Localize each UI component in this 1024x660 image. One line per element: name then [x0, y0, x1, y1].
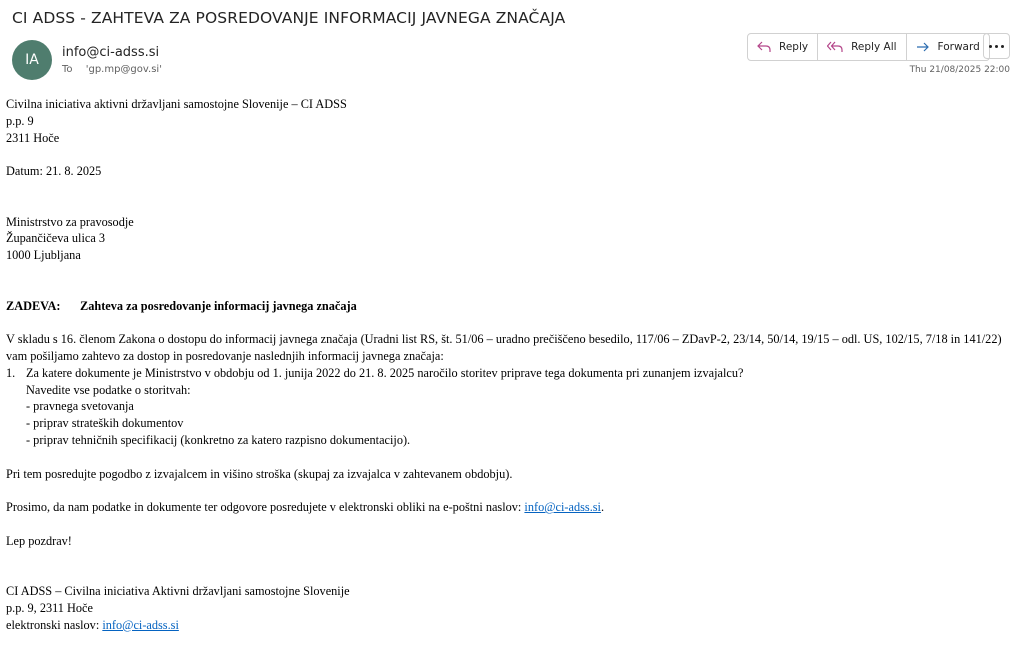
message-body	[6, 96, 1018, 634]
letter-date: Datum: 21. 8. 2025	[6, 164, 102, 179]
recipient-address[interactable]: 'gp.mp@gov.si'	[85, 64, 162, 75]
delivery-paragraph	[6, 499, 1018, 516]
list-question: Za katere dokumente je Ministrstvo v obdobju od 1. junija 2022 do 21. 8. 2025 naročilo storitev priprave tega dokumenta pri zunanjem izvajalcu?	[26, 365, 744, 380]
forward-label: Forward	[937, 41, 980, 53]
sub-item: - pravnega svetovanja	[26, 399, 134, 414]
to-label: To	[62, 64, 73, 75]
recipient-address-line: Ministrstvo za pravosodje	[6, 214, 134, 229]
reply-all-icon	[827, 41, 843, 53]
reply-button[interactable]	[748, 34, 818, 60]
contract-note: Pri tem posredujte pogodbo z izvajalcem in višino stroška (skupaj za izvajalca v zahtevanem obdobju).	[6, 466, 513, 481]
sender-line: p.p. 9	[6, 113, 34, 128]
more-dot-icon	[1001, 45, 1004, 48]
signature-email-link[interactable]: info@ci-adss.si	[102, 617, 179, 632]
reply-label: Reply	[779, 41, 809, 53]
list-number: 1.	[6, 365, 16, 380]
more-dot-icon	[995, 45, 998, 48]
delivery-email-link[interactable]: info@ci-adss.si	[524, 500, 601, 515]
signature-email-line	[6, 617, 1018, 634]
forward-button[interactable]	[907, 34, 989, 60]
more-actions-button[interactable]	[983, 33, 1010, 59]
recipient-address-line: Župančičeva ulica 3	[6, 231, 106, 246]
recipient-line	[62, 64, 162, 75]
recipient-address-line: 1000 Ljubljana	[6, 248, 81, 263]
sender-line: Civilna iniciativa aktivni državljani samostojne Slovenije – CI ADSS	[6, 97, 347, 111]
subject-text: Zahteva za posredovanje informacij javnega značaja	[80, 298, 357, 313]
signature-email-label: elektronski naslov:	[6, 617, 103, 632]
reply-all-button[interactable]	[818, 34, 906, 60]
closing: Lep pozdrav!	[6, 533, 72, 548]
subject-label: ZADEVA:	[6, 298, 61, 313]
sub-item: - priprav strateških dokumentov	[26, 416, 184, 431]
reply-all-label: Reply All	[851, 41, 897, 53]
more-dot-icon	[989, 45, 992, 48]
sender-address[interactable]: info@ci-adss.si	[62, 45, 160, 60]
reply-icon	[757, 41, 771, 53]
signature-line: p.p. 9, 2311 Hoče	[6, 600, 93, 615]
timestamp: Thu 21/08/2025 22:00	[909, 65, 1010, 75]
intro-paragraph: V skladu s 16. členom Zakona o dostopu do informacij javnega značaja (Uradni list RS, št. 51/06 – uradno prečiščeno besedilo, 117/06 – ZDavP-2, 23/14, 50/14, 19/15 – odl. US, 102/15, 7/18 in 141/22) vam pošiljamo zahtevo za dostop in posredovanje naslednjih informacij javnega značaja:	[6, 332, 1002, 363]
sender-line: 2311 Hoče	[6, 130, 60, 145]
sub-item: - priprav tehničnih specifikacij (konkretno za katero razpisno dokumentacijo).	[26, 432, 411, 447]
sub-intro: Navedite vse podatke o storitvah:	[26, 382, 191, 397]
forward-icon	[916, 41, 930, 53]
delivery-suffix: .	[600, 500, 605, 515]
signature-line: CI ADSS – Civilna iniciativa Aktivni državljani samostojne Slovenije	[6, 584, 350, 599]
list-item	[6, 365, 1018, 382]
email-subject: CI ADSS - ZAHTEVA ZA POSREDOVANJE INFORMACIJ JAVNEGA ZNAČAJA	[12, 9, 566, 27]
subject-line	[6, 298, 1018, 315]
delivery-text: Prosimo, da nam podatke in dokumente ter odgovore posredujete v elektronski obliki na e-poštni naslov:	[6, 500, 525, 515]
avatar[interactable]: IA	[12, 40, 52, 80]
message-actions	[747, 33, 990, 61]
